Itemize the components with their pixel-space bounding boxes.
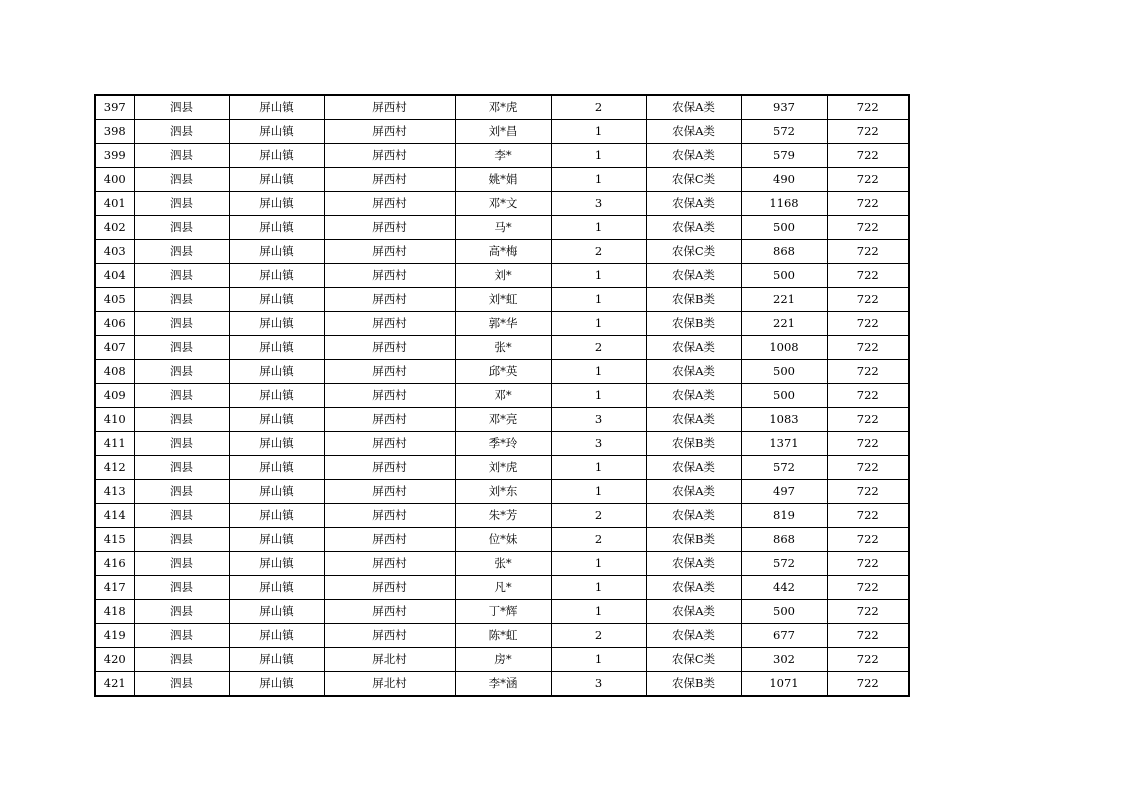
cell-county: 泗县 [134, 240, 229, 264]
cell-county: 泗县 [134, 312, 229, 336]
table-row [95, 336, 909, 360]
cell-household-size: 2 [551, 624, 646, 648]
cell-town: 屏山镇 [229, 95, 324, 120]
cell-standard: 722 [827, 312, 909, 336]
cell-name: 丁*辉 [455, 600, 551, 624]
cell-amount: 572 [741, 552, 827, 576]
cell-village: 屏西村 [324, 480, 455, 504]
cell-county: 泗县 [134, 288, 229, 312]
cell-household-size: 2 [551, 504, 646, 528]
cell-village: 屏西村 [324, 504, 455, 528]
cell-standard: 722 [827, 120, 909, 144]
cell-category: 农保A类 [646, 336, 741, 360]
cell-village: 屏西村 [324, 336, 455, 360]
table-row [95, 480, 909, 504]
cell-index: 405 [95, 288, 134, 312]
cell-category: 农保A类 [646, 144, 741, 168]
cell-index: 419 [95, 624, 134, 648]
cell-town: 屏山镇 [229, 600, 324, 624]
cell-village: 屏西村 [324, 456, 455, 480]
cell-name: 刘* [455, 264, 551, 288]
cell-index: 406 [95, 312, 134, 336]
cell-town: 屏山镇 [229, 336, 324, 360]
cell-name: 马* [455, 216, 551, 240]
cell-category: 农保A类 [646, 600, 741, 624]
cell-county: 泗县 [134, 480, 229, 504]
cell-village: 屏西村 [324, 576, 455, 600]
cell-village: 屏西村 [324, 95, 455, 120]
cell-amount: 1008 [741, 336, 827, 360]
cell-county: 泗县 [134, 192, 229, 216]
cell-village: 屏北村 [324, 648, 455, 672]
data-table [94, 94, 910, 697]
cell-index: 414 [95, 504, 134, 528]
cell-name: 刘*东 [455, 480, 551, 504]
cell-village: 屏西村 [324, 408, 455, 432]
cell-standard: 722 [827, 95, 909, 120]
cell-name: 李* [455, 144, 551, 168]
cell-name: 张* [455, 552, 551, 576]
cell-name: 姚*娟 [455, 168, 551, 192]
cell-village: 屏西村 [324, 624, 455, 648]
cell-standard: 722 [827, 648, 909, 672]
cell-category: 农保A类 [646, 480, 741, 504]
cell-index: 411 [95, 432, 134, 456]
cell-standard: 722 [827, 360, 909, 384]
cell-category: 农保A类 [646, 552, 741, 576]
cell-index: 413 [95, 480, 134, 504]
cell-amount: 490 [741, 168, 827, 192]
cell-standard: 722 [827, 144, 909, 168]
cell-household-size: 2 [551, 336, 646, 360]
cell-amount: 1168 [741, 192, 827, 216]
cell-name: 房* [455, 648, 551, 672]
cell-name: 李*涵 [455, 672, 551, 697]
cell-index: 399 [95, 144, 134, 168]
cell-standard: 722 [827, 432, 909, 456]
table-row [95, 384, 909, 408]
table-row [95, 456, 909, 480]
cell-index: 401 [95, 192, 134, 216]
cell-name: 邓*虎 [455, 95, 551, 120]
cell-county: 泗县 [134, 384, 229, 408]
table-row [95, 672, 909, 697]
cell-amount: 497 [741, 480, 827, 504]
cell-category: 农保A类 [646, 408, 741, 432]
cell-county: 泗县 [134, 336, 229, 360]
cell-name: 郭*华 [455, 312, 551, 336]
cell-amount: 572 [741, 456, 827, 480]
cell-household-size: 1 [551, 312, 646, 336]
cell-category: 农保A类 [646, 576, 741, 600]
cell-standard: 722 [827, 336, 909, 360]
cell-index: 407 [95, 336, 134, 360]
cell-standard: 722 [827, 672, 909, 697]
cell-town: 屏山镇 [229, 504, 324, 528]
cell-category: 农保A类 [646, 624, 741, 648]
cell-category: 农保A类 [646, 192, 741, 216]
table-row [95, 144, 909, 168]
cell-town: 屏山镇 [229, 168, 324, 192]
table-row [95, 504, 909, 528]
cell-county: 泗县 [134, 408, 229, 432]
cell-household-size: 1 [551, 480, 646, 504]
cell-household-size: 2 [551, 95, 646, 120]
cell-name: 张* [455, 336, 551, 360]
cell-county: 泗县 [134, 456, 229, 480]
cell-category: 农保B类 [646, 672, 741, 697]
cell-amount: 868 [741, 528, 827, 552]
cell-town: 屏山镇 [229, 120, 324, 144]
cell-household-size: 1 [551, 456, 646, 480]
cell-amount: 500 [741, 384, 827, 408]
cell-index: 404 [95, 264, 134, 288]
cell-household-size: 2 [551, 240, 646, 264]
cell-county: 泗县 [134, 624, 229, 648]
cell-town: 屏山镇 [229, 456, 324, 480]
cell-household-size: 1 [551, 144, 646, 168]
cell-standard: 722 [827, 504, 909, 528]
cell-household-size: 1 [551, 168, 646, 192]
cell-village: 屏西村 [324, 144, 455, 168]
cell-village: 屏西村 [324, 552, 455, 576]
cell-index: 409 [95, 384, 134, 408]
cell-category: 农保B类 [646, 528, 741, 552]
cell-amount: 500 [741, 264, 827, 288]
cell-town: 屏山镇 [229, 648, 324, 672]
cell-county: 泗县 [134, 95, 229, 120]
cell-town: 屏山镇 [229, 384, 324, 408]
cell-household-size: 3 [551, 432, 646, 456]
cell-amount: 500 [741, 216, 827, 240]
cell-county: 泗县 [134, 576, 229, 600]
cell-county: 泗县 [134, 648, 229, 672]
cell-category: 农保A类 [646, 384, 741, 408]
cell-town: 屏山镇 [229, 432, 324, 456]
cell-county: 泗县 [134, 432, 229, 456]
cell-amount: 579 [741, 144, 827, 168]
cell-county: 泗县 [134, 168, 229, 192]
cell-town: 屏山镇 [229, 288, 324, 312]
cell-name: 季*玲 [455, 432, 551, 456]
table-row [95, 192, 909, 216]
cell-standard: 722 [827, 216, 909, 240]
cell-standard: 722 [827, 480, 909, 504]
cell-household-size: 3 [551, 408, 646, 432]
cell-amount: 500 [741, 360, 827, 384]
cell-name: 刘*昌 [455, 120, 551, 144]
cell-town: 屏山镇 [229, 552, 324, 576]
cell-household-size: 1 [551, 576, 646, 600]
cell-name: 邓* [455, 384, 551, 408]
cell-name: 位*妹 [455, 528, 551, 552]
cell-town: 屏山镇 [229, 240, 324, 264]
table-row [95, 360, 909, 384]
cell-amount: 221 [741, 288, 827, 312]
cell-standard: 722 [827, 624, 909, 648]
cell-standard: 722 [827, 600, 909, 624]
cell-index: 417 [95, 576, 134, 600]
cell-village: 屏北村 [324, 672, 455, 697]
cell-town: 屏山镇 [229, 264, 324, 288]
cell-standard: 722 [827, 576, 909, 600]
cell-county: 泗县 [134, 528, 229, 552]
cell-name: 邓*文 [455, 192, 551, 216]
cell-town: 屏山镇 [229, 576, 324, 600]
cell-standard: 722 [827, 240, 909, 264]
cell-category: 农保B类 [646, 432, 741, 456]
cell-village: 屏西村 [324, 168, 455, 192]
cell-category: 农保B类 [646, 288, 741, 312]
cell-household-size: 1 [551, 360, 646, 384]
table-row [95, 168, 909, 192]
cell-index: 410 [95, 408, 134, 432]
table-row [95, 408, 909, 432]
cell-index: 408 [95, 360, 134, 384]
cell-town: 屏山镇 [229, 480, 324, 504]
cell-county: 泗县 [134, 552, 229, 576]
cell-village: 屏西村 [324, 384, 455, 408]
table-row [95, 600, 909, 624]
cell-standard: 722 [827, 192, 909, 216]
cell-standard: 722 [827, 264, 909, 288]
cell-amount: 1071 [741, 672, 827, 697]
cell-name: 邓*亮 [455, 408, 551, 432]
cell-index: 420 [95, 648, 134, 672]
cell-household-size: 1 [551, 288, 646, 312]
cell-category: 农保C类 [646, 168, 741, 192]
cell-category: 农保A类 [646, 120, 741, 144]
cell-name: 邱*英 [455, 360, 551, 384]
cell-standard: 722 [827, 552, 909, 576]
cell-name: 朱*芳 [455, 504, 551, 528]
cell-amount: 572 [741, 120, 827, 144]
cell-village: 屏西村 [324, 264, 455, 288]
cell-index: 416 [95, 552, 134, 576]
cell-household-size: 1 [551, 600, 646, 624]
cell-category: 农保A类 [646, 504, 741, 528]
cell-village: 屏西村 [324, 432, 455, 456]
table-row [95, 528, 909, 552]
cell-village: 屏西村 [324, 312, 455, 336]
table-row [95, 312, 909, 336]
cell-town: 屏山镇 [229, 528, 324, 552]
cell-standard: 722 [827, 528, 909, 552]
cell-category: 农保A类 [646, 95, 741, 120]
table-row [95, 240, 909, 264]
cell-amount: 221 [741, 312, 827, 336]
cell-name: 刘*虹 [455, 288, 551, 312]
cell-amount: 1083 [741, 408, 827, 432]
cell-town: 屏山镇 [229, 312, 324, 336]
cell-category: 农保A类 [646, 456, 741, 480]
cell-household-size: 3 [551, 672, 646, 697]
cell-household-size: 2 [551, 528, 646, 552]
cell-name: 凡* [455, 576, 551, 600]
cell-standard: 722 [827, 288, 909, 312]
cell-village: 屏西村 [324, 120, 455, 144]
cell-index: 418 [95, 600, 134, 624]
cell-town: 屏山镇 [229, 408, 324, 432]
table-row [95, 216, 909, 240]
cell-index: 402 [95, 216, 134, 240]
cell-household-size: 1 [551, 120, 646, 144]
cell-amount: 442 [741, 576, 827, 600]
cell-amount: 819 [741, 504, 827, 528]
cell-county: 泗县 [134, 360, 229, 384]
cell-village: 屏西村 [324, 192, 455, 216]
cell-category: 农保C类 [646, 240, 741, 264]
cell-village: 屏西村 [324, 360, 455, 384]
cell-amount: 302 [741, 648, 827, 672]
cell-town: 屏山镇 [229, 192, 324, 216]
table-row [95, 552, 909, 576]
cell-county: 泗县 [134, 264, 229, 288]
cell-amount: 868 [741, 240, 827, 264]
cell-county: 泗县 [134, 144, 229, 168]
table-row [95, 576, 909, 600]
cell-village: 屏西村 [324, 240, 455, 264]
cell-category: 农保A类 [646, 216, 741, 240]
cell-amount: 1371 [741, 432, 827, 456]
cell-name: 高*梅 [455, 240, 551, 264]
cell-county: 泗县 [134, 216, 229, 240]
cell-index: 412 [95, 456, 134, 480]
cell-category: 农保A类 [646, 360, 741, 384]
table-row [95, 288, 909, 312]
cell-name: 陈*虹 [455, 624, 551, 648]
cell-village: 屏西村 [324, 216, 455, 240]
table-row [95, 95, 909, 120]
cell-amount: 500 [741, 600, 827, 624]
cell-county: 泗县 [134, 600, 229, 624]
cell-index: 397 [95, 95, 134, 120]
cell-standard: 722 [827, 384, 909, 408]
cell-category: 农保C类 [646, 648, 741, 672]
cell-town: 屏山镇 [229, 144, 324, 168]
table-row [95, 432, 909, 456]
cell-town: 屏山镇 [229, 360, 324, 384]
cell-category: 农保A类 [646, 264, 741, 288]
cell-village: 屏西村 [324, 288, 455, 312]
cell-household-size: 1 [551, 648, 646, 672]
cell-index: 398 [95, 120, 134, 144]
table-body [95, 95, 909, 696]
cell-town: 屏山镇 [229, 672, 324, 697]
cell-amount: 937 [741, 95, 827, 120]
cell-standard: 722 [827, 456, 909, 480]
cell-household-size: 1 [551, 384, 646, 408]
cell-index: 400 [95, 168, 134, 192]
cell-index: 421 [95, 672, 134, 697]
table-row [95, 624, 909, 648]
cell-county: 泗县 [134, 504, 229, 528]
cell-index: 415 [95, 528, 134, 552]
cell-village: 屏西村 [324, 528, 455, 552]
cell-town: 屏山镇 [229, 216, 324, 240]
cell-town: 屏山镇 [229, 624, 324, 648]
table-row [95, 264, 909, 288]
cell-category: 农保B类 [646, 312, 741, 336]
table-row [95, 120, 909, 144]
cell-name: 刘*虎 [455, 456, 551, 480]
cell-amount: 677 [741, 624, 827, 648]
cell-standard: 722 [827, 168, 909, 192]
cell-village: 屏西村 [324, 600, 455, 624]
cell-household-size: 1 [551, 216, 646, 240]
table-row [95, 648, 909, 672]
cell-county: 泗县 [134, 120, 229, 144]
cell-county: 泗县 [134, 672, 229, 697]
cell-standard: 722 [827, 408, 909, 432]
cell-household-size: 1 [551, 552, 646, 576]
cell-household-size: 3 [551, 192, 646, 216]
cell-index: 403 [95, 240, 134, 264]
cell-household-size: 1 [551, 264, 646, 288]
